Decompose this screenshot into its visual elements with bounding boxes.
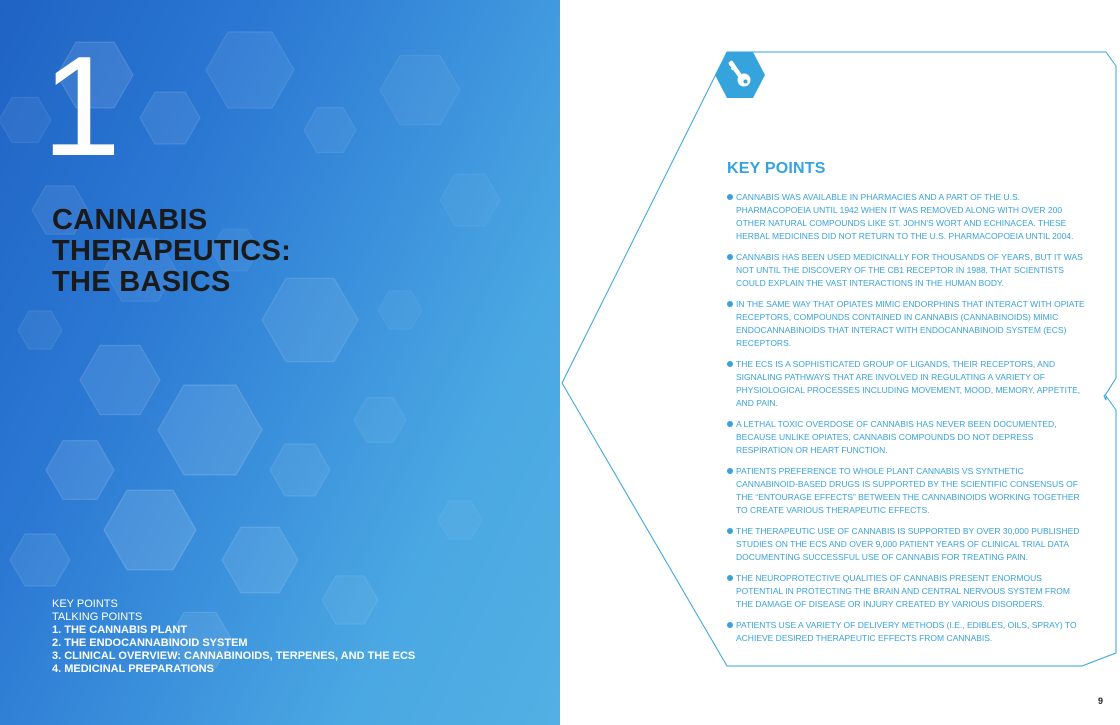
- decorative-hexagon: [304, 108, 356, 153]
- decorative-hexagon: [354, 398, 406, 443]
- decorative-hexagon: [140, 92, 200, 144]
- chapter-title-line: THE BASICS: [52, 266, 231, 298]
- key-point: [727, 298, 1087, 350]
- key-point: [727, 358, 1087, 410]
- decorative-hexagon: [46, 441, 114, 500]
- decorative-hexagon: [80, 345, 160, 414]
- key-point: [727, 191, 1087, 243]
- decorative-hexagon: [380, 55, 460, 124]
- decorative-hexagon: [222, 527, 298, 593]
- toc-item: KEY POINTS: [52, 598, 118, 610]
- bullet-icon: [727, 622, 733, 628]
- key-point-text: PATIENTS PREFERENCE TO WHOLE PLANT CANNABIS VS SYNTHETIC CANNABINOID-BASED DRUGS IS SUPPORTED BY THE SCIENTIFIC CONSENSUS OF THE “ENTOURAGE EFFECTS” BETWEEN THE CANNABINOIDS WORKING TOGETHER TO CREATE VARIOUS THERAPEUTIC EFFECTS.: [736, 466, 1080, 515]
- bullet-icon: [727, 361, 733, 367]
- toc-item: TALKING POINTS: [52, 611, 143, 623]
- chapter-number: 1: [42, 27, 121, 186]
- toc-item: 1. THE CANNABIS PLANT: [52, 624, 188, 636]
- decorative-hexagon: [440, 174, 500, 226]
- toc-item: 3. CLINICAL OVERVIEW: CANNABINOIDS, TERPENES, AND THE ECS: [52, 650, 416, 662]
- key-point: [727, 525, 1087, 564]
- decorative-hexagon: [104, 490, 196, 570]
- bullet-icon: [727, 301, 733, 307]
- chapter-title-line: THERAPEUTICS:: [52, 235, 292, 267]
- decorative-hexagon: [270, 444, 330, 496]
- key-point-text: A LETHAL TOXIC OVERDOSE OF CANNABIS HAS NEVER BEEN DOCUMENTED, BECAUSE UNLIKE OPIATES, CANNABIS COMPOUNDS DO NOT DEPRESS RESPIRATION OR HEART FUNCTION.: [736, 419, 1057, 455]
- bullet-icon: [727, 468, 733, 474]
- toc-item: 4. MEDICINAL PREPARATIONS: [52, 663, 214, 675]
- key-point-text: THE NEUROPROTECTIVE QUALITIES OF CANNABIS PRESENT ENORMOUS POTENTIAL IN PROTECTING THE BRAIN AND CENTRAL NERVOUS SYSTEM FROM THE DAMAGE OF DISEASE OR INJURY CREATED BY VARIOUS DISORDERS.: [736, 573, 1070, 609]
- toc-item: 2. THE ENDOCANNABINOID SYSTEM: [52, 637, 248, 649]
- decorative-hexagon: [158, 385, 262, 475]
- key-point-text: PATIENTS USE A VARIETY OF DELIVERY METHODS (I.E., EDIBLES, OILS, SPRAY) TO ACHIEVE DESIRED THERAPEUTIC EFFECTS FROM CANNABIS.: [736, 620, 1077, 643]
- key-point-text: CANNABIS HAS BEEN USED MEDICINALLY FOR THOUSANDS OF YEARS, BUT IT WAS NOT UNTIL THE DISCOVERY OF THE CB1 RECEPTOR IN 1988, THAT SCIENTISTS COULD EXPLAIN THE VAST INTERACTIONS IN THE HUMAN BODY.: [736, 252, 1083, 288]
- key-point: [727, 251, 1087, 290]
- key-point: [727, 572, 1087, 611]
- key-point-text: THE THERAPEUTIC USE OF CANNABIS IS SUPPORTED BY OVER 30,000 PUBLISHED STUDIES ON THE ECS AND OVER 9,000 PATIENT YEARS OF CLINICAL TRIAL DATA DOCUMENTING SUCCESSFUL USE OF CANNABIS FOR TREATING PAIN.: [736, 526, 1080, 562]
- key-point-text: CANNABIS WAS AVAILABLE IN PHARMACIES AND A PART OF THE U.S. PHARMACOPOEIA UNTIL 1942 WHEN IT WAS REMOVED ALONG WITH OVER 200 OTHER NATURAL COMPOUNDS LIKE ST. JOHN'S WORT AND ECHINACEA. THESE HERBAL MEDICINES DID NOT RETURN TO THE U.S. PHARMACOPOEIA UNTIL 2004.: [736, 192, 1074, 241]
- bullet-icon: [727, 421, 733, 427]
- decorative-hexagon: [206, 32, 294, 108]
- bullet-icon: [727, 194, 733, 200]
- bullet-icon: [727, 575, 733, 581]
- decorative-hexagon: [10, 534, 70, 586]
- key-point-text: THE ECS IS A SOPHISTICATED GROUP OF LIGANDS, THEIR RECEPTORS, AND SIGNALING PATHWAYS THAT ARE INVOLVED IN REGULATING A VARIETY OF PHYSIOLOGICAL PROCESSES INCLUDING MOVEMENT, MOOD, MEMORY, APPETITE, AND PAIN.: [736, 359, 1081, 408]
- chapter-title-line: CANNABIS: [52, 204, 208, 236]
- bullet-icon: [727, 254, 733, 260]
- decorative-hexagon: [438, 501, 482, 539]
- key-point: [727, 418, 1087, 457]
- key-point: [727, 619, 1087, 645]
- key-points-list: [727, 191, 1087, 653]
- decorative-hexagon: [18, 311, 62, 349]
- key-point: [727, 465, 1087, 517]
- key-points-heading: KEY POINTS: [727, 160, 826, 177]
- bullet-icon: [727, 528, 733, 534]
- key-point-text: IN THE SAME WAY THAT OPIATES MIMIC ENDORPHINS THAT INTERACT WITH OPIATE RECEPTORS, COMPOUNDS CONTAINED IN CANNABIS (CANNABINOIDS) MIMIC ENDOCANNABINOIDS THAT INTERACT WITH ENDOCANNABINOID SYSTEM (ECS) RECEPTORS.: [736, 299, 1085, 348]
- chapter-title: [52, 205, 372, 298]
- decorative-hexagon: [378, 291, 422, 329]
- page-number: 9: [1097, 696, 1103, 706]
- chapter-contents: [52, 598, 415, 676]
- key-icon: [714, 50, 766, 100]
- key-points-page: [560, 0, 1120, 725]
